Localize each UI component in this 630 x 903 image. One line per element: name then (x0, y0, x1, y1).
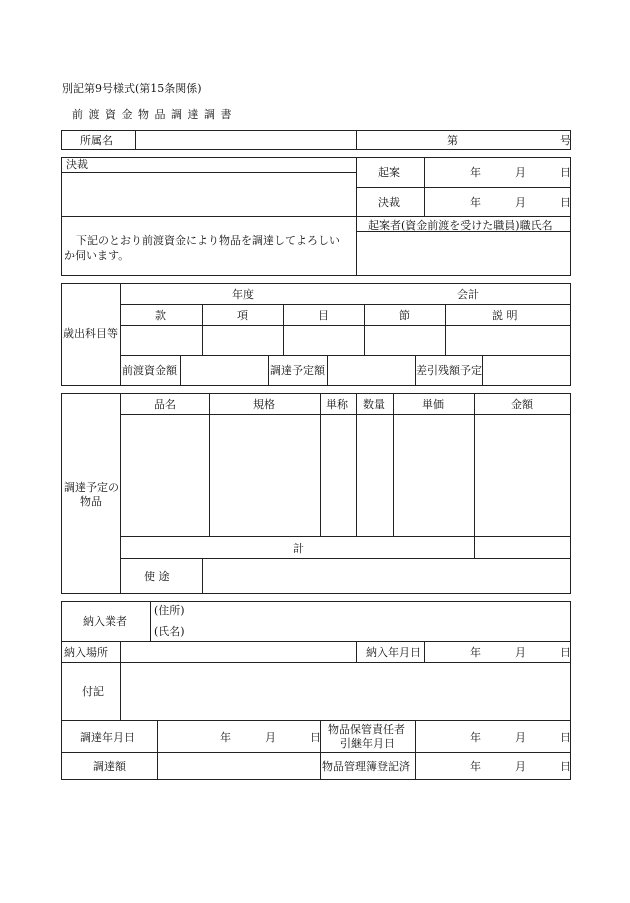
advance-amount: 前渡資金額 (122, 364, 177, 377)
col-qty: 数量 (363, 398, 385, 411)
custodian-2: 引継年月日 (340, 737, 395, 750)
usage: 使 途 (144, 570, 170, 583)
procurement-year: 年 (220, 731, 231, 744)
col-amount: 金額 (511, 398, 533, 411)
document-title: 前 渡 資 金 物 品 調 達 調 書 (72, 108, 233, 121)
ledger-registered: 物品管理簿登記済 (322, 760, 410, 773)
delivery-year: 年 (470, 646, 481, 659)
setsu: 節 (399, 309, 410, 322)
total: 計 (293, 542, 304, 555)
procurement-day: 日 (310, 731, 321, 744)
explanation: 説 明 (492, 309, 518, 322)
affiliation-row (61, 130, 571, 150)
custodian-year: 年 (470, 731, 481, 744)
planned-amount: 調達予定額 (270, 364, 325, 377)
account: 会計 (457, 288, 479, 301)
items-label-1: 調達予定の (64, 481, 119, 494)
drafter-label: 起案者(資金前渡を受けた職員)職氏名 (368, 219, 553, 232)
vendor-name: (氏名) (154, 625, 185, 638)
col-price: 単価 (422, 398, 444, 411)
custodian-month: 月 (515, 731, 526, 744)
moku: 目 (318, 309, 329, 322)
items-block (61, 393, 571, 594)
affiliation-label: 所属名 (80, 134, 113, 147)
custodian-1: 物品保管責任者 (328, 723, 405, 736)
draft-year: 年 (470, 166, 481, 179)
procurement-date: 調達年月日 (80, 731, 135, 744)
delivery-date: 納入年月日 (366, 646, 421, 659)
form-id: 別記第9号様式(第15条関係) (62, 82, 202, 95)
delivery-day: 日 (560, 646, 571, 659)
balance: 差引残額予定 (416, 364, 482, 377)
request-text-2: か伺います。 (64, 249, 130, 262)
ledger-day: 日 (560, 760, 571, 773)
vendor-block (61, 601, 571, 780)
col-unit: 単称 (326, 398, 348, 411)
decided-label: 決裁 (378, 196, 400, 209)
draft-day: 日 (560, 166, 571, 179)
decided-year: 年 (470, 196, 481, 209)
kan: 款 (155, 309, 166, 322)
budget-label: 歳出科目等 (63, 327, 118, 340)
col-spec: 規格 (253, 398, 275, 411)
number-label: 第 (447, 134, 458, 147)
delivery-month: 月 (515, 646, 526, 659)
draft-month: 月 (515, 166, 526, 179)
procurement-month: 月 (265, 731, 276, 744)
decided-month: 月 (515, 196, 526, 209)
custodian-day: 日 (560, 731, 571, 744)
kou: 項 (237, 309, 248, 322)
procurement-amount: 調達額 (93, 760, 126, 773)
request-text-1: 下記のとおり前渡資金により物品を調達してよろしい (76, 234, 340, 247)
number-suffix: 号 (560, 134, 571, 147)
ledger-year: 年 (470, 760, 481, 773)
vendor-label: 納入業者 (83, 615, 127, 628)
vendor-address: (住所) (154, 604, 185, 617)
notes-label: 付記 (82, 685, 104, 698)
decision-label: 決裁 (66, 158, 88, 171)
delivery-place: 納入場所 (64, 646, 108, 659)
draft-label: 起案 (378, 166, 400, 179)
fiscal-year: 年度 (232, 288, 254, 301)
ledger-month: 月 (515, 760, 526, 773)
decided-day: 日 (560, 196, 571, 209)
col-name: 品名 (154, 398, 176, 411)
items-label-2: 物品 (80, 495, 102, 508)
